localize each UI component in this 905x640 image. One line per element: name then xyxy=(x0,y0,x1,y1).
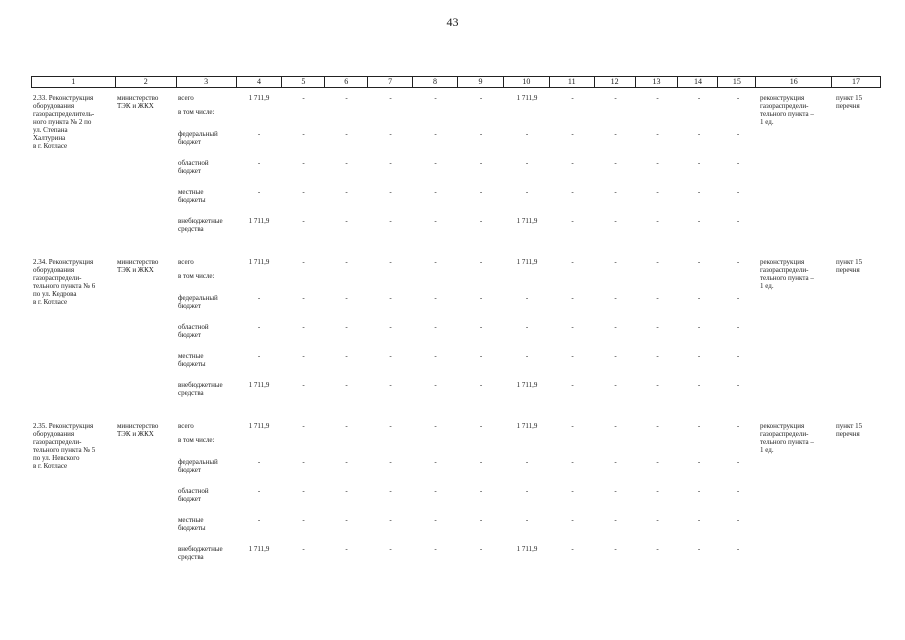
row-label-including: в том числе: xyxy=(178,108,215,116)
value-cell: - xyxy=(571,422,574,430)
measure-title: 2.34. Реконструкция оборудования газораспредели- тельного пункта № 6 по ул. Кедрова в г. Котласе xyxy=(33,258,96,306)
value-cell: - xyxy=(525,188,529,196)
value-cell: - xyxy=(479,381,483,389)
value-cell: - xyxy=(345,217,348,225)
value-cell: - xyxy=(525,516,529,524)
value-cell: - xyxy=(479,159,483,167)
value-cell: - xyxy=(571,545,574,553)
value-cell: - xyxy=(302,545,305,553)
value-cell: - xyxy=(345,294,348,302)
value-cell: - xyxy=(479,422,483,430)
value-cell: - xyxy=(479,458,483,466)
value-cell: - xyxy=(614,294,617,302)
column-header-13: 13 xyxy=(636,77,679,87)
row-label-regional: областной бюджет xyxy=(178,159,209,175)
value-cell: - xyxy=(434,130,437,138)
value-cell: - xyxy=(656,516,659,524)
value-cell: - xyxy=(389,516,392,524)
page-number: 43 xyxy=(446,15,459,29)
column-header-11: 11 xyxy=(550,77,595,87)
column-header-16: 16 xyxy=(756,77,832,87)
value-cell: - xyxy=(525,130,529,138)
value-cell: - xyxy=(479,94,483,102)
value-cell: - xyxy=(736,381,740,389)
row-label-federal: федеральный бюджет xyxy=(178,294,218,310)
value-cell: - xyxy=(257,323,261,331)
row-label-total: всего xyxy=(178,422,194,430)
value-cell: - xyxy=(697,458,701,466)
value-cell: - xyxy=(434,217,437,225)
value-cell: - xyxy=(302,188,305,196)
value-cell: - xyxy=(302,352,305,360)
value-cell: - xyxy=(302,487,305,495)
value-cell: - xyxy=(697,422,701,430)
value-cell: - xyxy=(302,159,305,167)
column-header-14: 14 xyxy=(678,77,718,87)
value-cell: - xyxy=(479,323,483,331)
row-label-local: местные бюджеты xyxy=(178,516,206,532)
value-cell: - xyxy=(571,381,574,389)
column-header-15: 15 xyxy=(718,77,756,87)
result-cell: реконструкция газораспредели- тельного пункта – 1 ед. xyxy=(760,94,814,126)
value-cell: - xyxy=(697,130,701,138)
value-cell: - xyxy=(736,159,740,167)
value-cell: - xyxy=(614,381,617,389)
row-label-including: в том числе: xyxy=(178,436,215,444)
row-label-including: в том числе: xyxy=(178,272,215,280)
value-cell: - xyxy=(571,159,574,167)
value-cell: - xyxy=(656,188,659,196)
value-cell: - xyxy=(697,159,701,167)
value-cell: - xyxy=(302,381,305,389)
value-cell: - xyxy=(434,294,437,302)
value-cell: - xyxy=(736,294,740,302)
executor-cell: министерство ТЭК и ЖКХ xyxy=(117,94,159,110)
value-cell: - xyxy=(345,516,348,524)
value-cell: - xyxy=(389,217,392,225)
value-cell: - xyxy=(434,188,437,196)
value-cell: - xyxy=(525,352,529,360)
row-label-extra: внебюджетные средства xyxy=(178,217,223,233)
value-cell: 1 711,9 xyxy=(516,217,538,225)
value-cell: 1 711,9 xyxy=(516,258,538,266)
value-cell: - xyxy=(302,217,305,225)
value-cell: - xyxy=(736,323,740,331)
executor-cell: министерство ТЭК и ЖКХ xyxy=(117,422,159,438)
value-cell: - xyxy=(257,188,261,196)
row-label-regional: областной бюджет xyxy=(178,323,209,339)
value-cell: - xyxy=(479,545,483,553)
value-cell: - xyxy=(656,159,659,167)
value-cell: - xyxy=(257,516,261,524)
reference-cell: пункт 15 перечня xyxy=(836,422,863,438)
value-cell: - xyxy=(614,545,617,553)
value-cell: - xyxy=(614,217,617,225)
value-cell: - xyxy=(257,294,261,302)
value-cell: - xyxy=(479,352,483,360)
value-cell: - xyxy=(525,458,529,466)
value-cell: - xyxy=(302,130,305,138)
value-cell: - xyxy=(656,422,659,430)
value-cell: - xyxy=(697,352,701,360)
column-header-12: 12 xyxy=(595,77,636,87)
value-cell: - xyxy=(389,188,392,196)
value-cell: - xyxy=(479,516,483,524)
column-header-9: 9 xyxy=(458,77,504,87)
value-cell: - xyxy=(571,516,574,524)
value-cell: - xyxy=(571,352,574,360)
value-cell: - xyxy=(697,516,701,524)
row-label-federal: федеральный бюджет xyxy=(178,130,218,146)
value-cell: 1 711,9 xyxy=(248,422,270,430)
value-cell: - xyxy=(736,258,740,266)
value-cell: 1 711,9 xyxy=(516,381,538,389)
table-section-2 xyxy=(31,258,881,408)
table-section-3 xyxy=(31,422,881,572)
column-header-2: 2 xyxy=(116,77,177,87)
value-cell: - xyxy=(571,94,574,102)
value-cell: - xyxy=(434,323,437,331)
row-label-extra: внебюджетные средства xyxy=(178,381,223,397)
value-cell: - xyxy=(525,294,529,302)
value-cell: - xyxy=(736,188,740,196)
value-cell: - xyxy=(434,422,437,430)
value-cell: - xyxy=(656,258,659,266)
value-cell: 1 711,9 xyxy=(248,381,270,389)
value-cell: - xyxy=(736,516,740,524)
value-cell: - xyxy=(302,516,305,524)
value-cell: - xyxy=(525,487,529,495)
value-cell: - xyxy=(389,258,392,266)
value-cell: - xyxy=(656,381,659,389)
reference-cell: пункт 15 перечня xyxy=(836,258,863,274)
value-cell: - xyxy=(614,458,617,466)
value-cell: - xyxy=(479,217,483,225)
value-cell: - xyxy=(345,130,348,138)
value-cell: 1 711,9 xyxy=(516,94,538,102)
value-cell: - xyxy=(302,458,305,466)
value-cell: - xyxy=(614,159,617,167)
table-section-1 xyxy=(31,94,881,244)
row-label-regional: областной бюджет xyxy=(178,487,209,503)
value-cell: - xyxy=(571,217,574,225)
value-cell: - xyxy=(614,258,617,266)
value-cell: 1 711,9 xyxy=(516,422,538,430)
value-cell: - xyxy=(736,458,740,466)
value-cell: - xyxy=(345,545,348,553)
value-cell: - xyxy=(697,217,701,225)
row-label-local: местные бюджеты xyxy=(178,188,206,204)
value-cell: - xyxy=(434,258,437,266)
value-cell: - xyxy=(345,487,348,495)
value-cell: - xyxy=(389,130,392,138)
value-cell: - xyxy=(697,545,701,553)
value-cell: - xyxy=(736,487,740,495)
column-header-7: 7 xyxy=(368,77,413,87)
value-cell: - xyxy=(525,159,529,167)
value-cell: - xyxy=(656,487,659,495)
row-label-extra: внебюджетные средства xyxy=(178,545,223,561)
value-cell: - xyxy=(736,422,740,430)
value-cell: - xyxy=(434,352,437,360)
value-cell: - xyxy=(697,294,701,302)
value-cell: - xyxy=(614,487,617,495)
value-cell: - xyxy=(736,94,740,102)
value-cell: - xyxy=(434,516,437,524)
value-cell: - xyxy=(697,188,701,196)
value-cell: 1 711,9 xyxy=(516,545,538,553)
value-cell: - xyxy=(656,94,659,102)
column-header-6: 6 xyxy=(325,77,368,87)
value-cell: - xyxy=(656,458,659,466)
value-cell: - xyxy=(257,352,261,360)
column-header-1: 1 xyxy=(32,77,116,87)
value-cell: - xyxy=(697,381,701,389)
value-cell: - xyxy=(389,323,392,331)
value-cell: - xyxy=(656,217,659,225)
value-cell: - xyxy=(345,258,348,266)
value-cell: - xyxy=(345,94,348,102)
value-cell: - xyxy=(389,381,392,389)
value-cell: - xyxy=(257,130,261,138)
column-header-5: 5 xyxy=(282,77,325,87)
value-cell: - xyxy=(389,545,392,553)
column-header-10: 10 xyxy=(504,77,550,87)
value-cell: - xyxy=(345,188,348,196)
value-cell: - xyxy=(257,458,261,466)
value-cell: - xyxy=(434,545,437,553)
measure-title: 2.33. Реконструкция оборудования газораспределитель- ного пункта № 2 по ул. Степана Халтурина в г. Котласе xyxy=(33,94,95,150)
value-cell: - xyxy=(345,422,348,430)
value-cell: - xyxy=(736,217,740,225)
value-cell: - xyxy=(389,352,392,360)
value-cell: - xyxy=(389,458,392,466)
value-cell: - xyxy=(302,422,305,430)
value-cell: - xyxy=(614,516,617,524)
value-cell: - xyxy=(345,159,348,167)
value-cell: - xyxy=(302,94,305,102)
column-header-8: 8 xyxy=(413,77,458,87)
value-cell: 1 711,9 xyxy=(248,217,270,225)
executor-cell: министерство ТЭК и ЖКХ xyxy=(117,258,159,274)
value-cell: - xyxy=(257,487,261,495)
value-cell: - xyxy=(571,323,574,331)
result-cell: реконструкция газораспредели- тельного пункта – 1 ед. xyxy=(760,258,814,290)
value-cell: - xyxy=(614,323,617,331)
value-cell: - xyxy=(389,487,392,495)
value-cell: - xyxy=(656,545,659,553)
value-cell: - xyxy=(434,458,437,466)
value-cell: - xyxy=(736,545,740,553)
value-cell: - xyxy=(434,159,437,167)
value-cell: - xyxy=(479,188,483,196)
column-header-17: 17 xyxy=(852,77,861,86)
row-label-federal: федеральный бюджет xyxy=(178,458,218,474)
value-cell: 1 711,9 xyxy=(248,94,270,102)
value-cell: - xyxy=(571,258,574,266)
value-cell: - xyxy=(257,159,261,167)
value-cell: - xyxy=(389,159,392,167)
value-cell: - xyxy=(571,130,574,138)
value-cell: - xyxy=(614,188,617,196)
value-cell: - xyxy=(656,294,659,302)
column-header-4: 4 xyxy=(237,77,283,87)
reference-cell: пункт 15 перечня xyxy=(836,94,863,110)
value-cell: - xyxy=(434,381,437,389)
value-cell: - xyxy=(302,258,305,266)
value-cell: - xyxy=(389,422,392,430)
value-cell: - xyxy=(525,323,529,331)
value-cell: - xyxy=(571,294,574,302)
value-cell: 1 711,9 xyxy=(248,258,270,266)
value-cell: - xyxy=(571,487,574,495)
value-cell: - xyxy=(614,352,617,360)
value-cell: - xyxy=(434,94,437,102)
value-cell: - xyxy=(614,130,617,138)
column-header-3: 3 xyxy=(177,77,237,87)
value-cell: - xyxy=(614,94,617,102)
value-cell: - xyxy=(697,258,701,266)
value-cell: - xyxy=(479,487,483,495)
value-cell: - xyxy=(479,130,483,138)
value-cell: - xyxy=(302,294,305,302)
value-cell: - xyxy=(656,323,659,331)
value-cell: - xyxy=(389,294,392,302)
value-cell: - xyxy=(571,458,574,466)
value-cell: - xyxy=(345,381,348,389)
value-cell: - xyxy=(697,487,701,495)
value-cell: 1 711,9 xyxy=(248,545,270,553)
value-cell: - xyxy=(614,422,617,430)
value-cell: - xyxy=(656,352,659,360)
row-label-total: всего xyxy=(178,258,194,266)
value-cell: - xyxy=(479,258,483,266)
value-cell: - xyxy=(345,323,348,331)
value-cell: - xyxy=(479,294,483,302)
row-label-local: местные бюджеты xyxy=(178,352,206,368)
value-cell: - xyxy=(697,94,701,102)
table-header-row xyxy=(31,76,881,88)
value-cell: - xyxy=(345,458,348,466)
value-cell: - xyxy=(656,130,659,138)
value-cell: - xyxy=(302,323,305,331)
row-label-total: всего xyxy=(178,94,194,102)
value-cell: - xyxy=(736,352,740,360)
result-cell: реконструкция газораспредели- тельного пункта – 1 ед. xyxy=(760,422,814,454)
value-cell: - xyxy=(434,487,437,495)
value-cell: - xyxy=(736,130,740,138)
value-cell: - xyxy=(571,188,574,196)
value-cell: - xyxy=(389,94,392,102)
measure-title: 2.35. Реконструкция оборудования газораспредели- тельного пункта № 5 по ул. Невского в г. Котласе xyxy=(33,422,96,470)
value-cell: - xyxy=(697,323,701,331)
value-cell: - xyxy=(345,352,348,360)
